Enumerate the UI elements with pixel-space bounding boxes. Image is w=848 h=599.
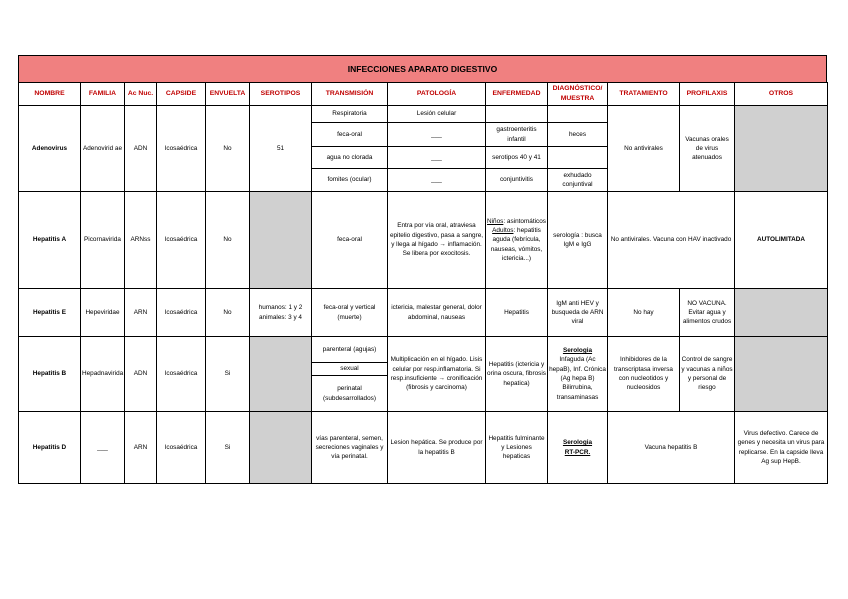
header-diagnostico: DIAGNÓSTICO/ MUESTRA: [548, 83, 608, 106]
header-familia: FAMILIA: [81, 83, 125, 106]
cell-acnuc: ADN: [125, 337, 157, 412]
header-profilaxis: PROFILAXIS: [680, 83, 735, 106]
cell-diagnostico: [548, 106, 608, 123]
cell-familia: ___: [81, 412, 125, 484]
cell-enfermedad: Hepatitis (ictericia y orina oscura, fibrosis hepatica): [486, 337, 548, 412]
header-nombre: NOMBRE: [19, 83, 81, 106]
cell-serotipos-empty: [250, 192, 312, 289]
cell-familia: Hepadnavirida: [81, 337, 125, 412]
cell-acnuc: ADN: [125, 106, 157, 192]
header-acnuc: Ac Nuc.: [125, 83, 157, 106]
cell-serotipos-empty: [250, 337, 312, 412]
header-row: [19, 83, 828, 106]
cell-familia: Adenovirid ae: [81, 106, 125, 192]
cell-enfermedad: conjuntivitis: [486, 169, 548, 192]
enf-ninos-text: : asintomáticos: [503, 217, 546, 225]
cell-transmision: agua no clorada: [312, 147, 388, 169]
cell-serotipos-empty: [250, 412, 312, 484]
diag-rtpcr: RT-PCR.: [564, 448, 591, 456]
cell-nombre: Hepatitis B: [19, 337, 81, 412]
cell-diagnostico: IgM anti HEV y busqueda de ARN viral: [548, 289, 608, 337]
cell-tratamiento: No hay: [608, 289, 680, 337]
cell-enfermedad: gastroenteritis infantil: [486, 123, 548, 147]
cell-serotipos: humanos: 1 y 2 animales: 3 y 4: [250, 289, 312, 337]
cell-tratamiento: Inhibidores de la transcriptasa inversa con nucleotidos y nucleosidos: [608, 337, 680, 412]
enf-adultos-text: : hepatitis aguda (febrícula, nauseas, vómitos, ictericia...): [490, 227, 543, 262]
cell-diagnostico: heces: [548, 123, 608, 147]
cell-otros: Virus defectivo. Carece de genes y necesita un virus para replicarse. En la capside lleva Ag sup HepB.: [735, 412, 828, 484]
cell-enfermedad: Hepatitis: [486, 289, 548, 337]
cell-patologia: ___: [388, 147, 486, 169]
cell-transmision: Respiratoria: [312, 106, 388, 123]
cell-capside: Icosaédrica: [157, 412, 206, 484]
cell-diagnostico: [548, 337, 608, 412]
header-tratamiento: TRATAMIENTO: [608, 83, 680, 106]
cell-transmision: parenteral (agujas): [312, 337, 388, 363]
cell-transmision: vías parenteral, semen, secreciones vaginales y vía perinatal.: [312, 412, 388, 484]
header-serotipos: SEROTIPOS: [250, 83, 312, 106]
cell-diagnostico: [548, 412, 608, 484]
cell-acnuc: ARNss: [125, 192, 157, 289]
cell-patologia: Lesion hepática. Se produce por la hepatitis B: [388, 412, 486, 484]
cell-patologia: Entra por vía oral, atraviesa epitelio digestivo, pasa a sangre, y llega al hígado → inflamación. Se libera por exocitosis.: [388, 192, 486, 289]
header-transmision: TRANSMISIÓN: [312, 83, 388, 106]
cell-envuelta: No: [206, 192, 250, 289]
cell-enfermedad: serotipos 40 y 41: [486, 147, 548, 169]
cell-capside: Icosaédrica: [157, 192, 206, 289]
cell-patologia: ictericia, malestar general, dolor abdominal, nauseas: [388, 289, 486, 337]
cell-familia: Hepeviridae: [81, 289, 125, 337]
cell-diagnostico: exhudado conjuntival: [548, 169, 608, 192]
table-row: [19, 289, 828, 337]
cell-diagnostico: serología : busca IgM e IgG: [548, 192, 608, 289]
virus-table: [18, 82, 828, 484]
table-title: INFECCIONES APARATO DIGESTIVO: [18, 55, 827, 82]
cell-otros-empty: [735, 337, 828, 412]
cell-enfermedad: [486, 106, 548, 123]
table-row: [19, 192, 828, 289]
cell-profilaxis: Vacunas orales de virus atenuados: [680, 106, 735, 192]
cell-nombre: Hepatitis A: [19, 192, 81, 289]
cell-transmision: sexual: [312, 363, 388, 376]
cell-nombre: Hepatitis D: [19, 412, 81, 484]
cell-acnuc: ARN: [125, 412, 157, 484]
cell-enfermedad: [486, 192, 548, 289]
cell-otros: AUTOLIMITADA: [735, 192, 828, 289]
cell-transmision: feca-oral: [312, 123, 388, 147]
cell-tratamiento-profilaxis: Vacuna hepatitis B: [608, 412, 735, 484]
cell-acnuc: ARN: [125, 289, 157, 337]
header-envuelta: ENVUELTA: [206, 83, 250, 106]
cell-profilaxis: NO VACUNA. Evitar agua y alimentos crudos: [680, 289, 735, 337]
cell-capside: Icosaédrica: [157, 106, 206, 192]
cell-transmision: feca-oral: [312, 192, 388, 289]
cell-transmision: perinatal (subdesarrollados): [312, 376, 388, 412]
header-enfermedad: ENFERMEDAD: [486, 83, 548, 106]
cell-enfermedad: Hepatitis fulminante y Lesiones hepaticas: [486, 412, 548, 484]
cell-transmision: feca-oral y vertical (muerte): [312, 289, 388, 337]
header-patologia: PATOLOGÍA: [388, 83, 486, 106]
cell-serotipos: 51: [250, 106, 312, 192]
cell-nombre: Hepatitis E: [19, 289, 81, 337]
table-row: [19, 106, 828, 123]
cell-profilaxis: Control de sangre y vacunas a niños y personal de riesgo: [680, 337, 735, 412]
cell-tratamiento-profilaxis: No antivirales. Vacuna con HAV inactivado: [608, 192, 735, 289]
cell-otros-empty: [735, 289, 828, 337]
cell-patologia: Multiplicación en el hígado. Lisis celular por resp.inflamatoria. Si resp.insuficiente → cronificación (fibrosis y carcinoma): [388, 337, 486, 412]
cell-transmision: fomites (ocular): [312, 169, 388, 192]
diag-serologia: Serologia: [562, 439, 593, 447]
diag-title: Serologia: [562, 347, 593, 355]
cell-patologia: ___: [388, 123, 486, 147]
cell-otros-empty: [735, 106, 828, 192]
cell-envuelta: Si: [206, 412, 250, 484]
cell-familia: Picornavirida: [81, 192, 125, 289]
cell-patologia: Lesión celular: [388, 106, 486, 123]
cell-envuelta: No: [206, 106, 250, 192]
cell-envuelta: Si: [206, 337, 250, 412]
cell-patologia: ___: [388, 169, 486, 192]
header-capside: CAPSIDE: [157, 83, 206, 106]
cell-tratamiento: No antivirales: [608, 106, 680, 192]
header-otros: OTROS: [735, 83, 828, 106]
cell-diagnostico: [548, 147, 608, 169]
enf-ninos-label: Niños: [487, 217, 504, 225]
cell-nombre: Adenovirus: [19, 106, 81, 192]
table-row: [19, 412, 828, 484]
table-row: [19, 337, 828, 363]
cell-capside: Icosaédrica: [157, 289, 206, 337]
enf-adultos-label: Adultos: [492, 227, 514, 235]
cell-capside: Icosaédrica: [157, 337, 206, 412]
diag-text: Infaguda (Ac hepaB), Inf. Crónica (Ag hepa B) Bilirrubina, transaminasas: [549, 356, 606, 401]
spreadsheet: [18, 55, 827, 484]
cell-envuelta: No: [206, 289, 250, 337]
